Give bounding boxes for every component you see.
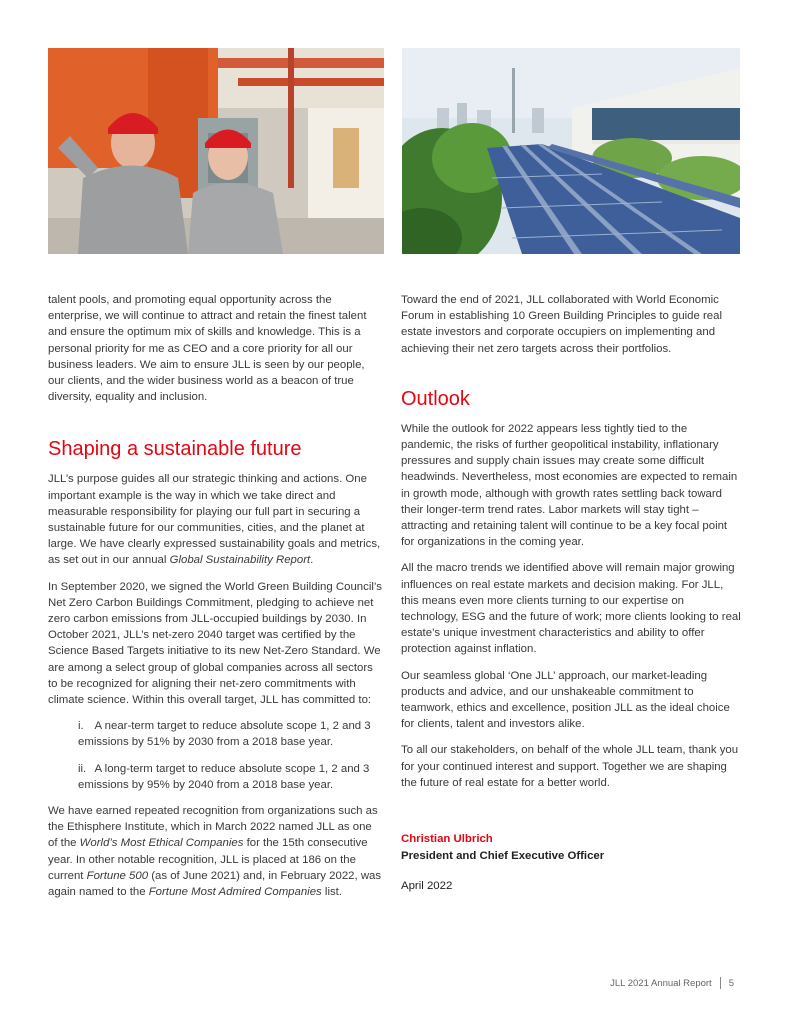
sustainability-paragraph-2: In September 2020, we signed the World Green Building Council’s Net Zero Carbon Buildings Commitment, pledging to achieve net zero carbon emissions from JLL-occupied buildings by 2030. In October 2021, JLL’s net-zero 2040 target was certified by the Science Based Targets initiative to its new Net-Zero Standard. We are among a select group of global companies across all sectors to be recognized for aligning their net-zero commitments with climate science. Within this overall target, JLL has committed to: (48, 580, 382, 707)
page-footer (610, 977, 734, 989)
photo-workers-hardhats (48, 48, 384, 254)
signature-name: Christian Ulbrich (401, 833, 493, 846)
footer-divider (720, 977, 721, 989)
photo-solar-panels-building (402, 48, 740, 254)
right-column (401, 292, 741, 895)
signature-date: April 2022 (401, 880, 453, 893)
left-column (48, 292, 384, 910)
outlook-paragraph-1: While the outlook for 2022 appears less tightly tied to the pandemic, the risks of further geopolitical instability, inflationary pressures and supply chain issues may create some difficult headwinds. Nevertheless, most economies are expected to remain in growth mode, although with growth rates settling back toward their longer-term trend rates. Labor markets will stay tight – attracting and retaining talent will continue to be a key focal point for organizations in the coming year. (401, 422, 738, 549)
commitment-item-1: i. A near-term target to reduce absolute scope 1, 2 and 3 emissions by 51% by 2030 from a 2018 base year. (78, 720, 371, 749)
commitment-item-2: ii. A long-term target to reduce absolute scope 1, 2 and 3 emissions by 95% by 2040 from a 2018 base year. (78, 762, 370, 791)
outlook-paragraph-2: All the macro trends we identified above will remain major growing influences on real estate markets and decision making. For JLL, this means even more clients turning to our expertise on technology, ESG and the future of work; more clients looking to real estate’s unique investment characteristics and ability to offer protection against inflation. (401, 562, 741, 656)
footer-report-title: JLL 2021 Annual Report (610, 977, 712, 989)
signature-title: President and Chief Executive Officer (401, 850, 605, 863)
sustainability-paragraph-1: JLL’s purpose guides all our strategic thinking and actions. One important example is the way in which we take direct and measurable responsibility for playing our full part in securing a sustainable future for our communities, cities, and the planet at large. We have clearly expressed sustainability goals and metrics, as set out in our annual Global Sustainability Report. (48, 473, 381, 567)
heading-outlook: Outlook (401, 387, 470, 410)
left-intro-paragraph: talent pools, and promoting equal opportunity across the enterprise, we will continue to attract and retain the finest talent and ensure the optimum mix of skills and knowledge. This is a personal priority for me as CEO and a core priority for all our business leaders. We aim to ensure JLL is seen by our people, our clients, and the wider business world as a beacon of true diversity, equality and inclusion. (48, 294, 367, 404)
heading-shaping-sustainable-future: Shaping a sustainable future (48, 438, 302, 461)
right-intro-paragraph: Toward the end of 2021, JLL collaborated with World Economic Forum in establishing 10 Green Building Principles to guide real estate investors and corporate occupiers on implementing and achieving their net zero targets across their portfolios. (401, 294, 723, 355)
outlook-paragraph-3: Our seamless global ‘One JLL’ approach, our market-leading products and advice, and our unshakeable commitment to teamwork, ethics and excellence, position JLL as the ideal choice for clients, talent and investors alike. (401, 669, 730, 731)
recognition-paragraph: We have earned repeated recognition from organizations such as the Ethisphere Institute, which in March 2022 named JLL as one of the World’s Most Ethical Companies for the 15th consecutive year. In other notable recognition, JLL is placed at 186 on the current Fortune 500 (as of June 2021) and, in February 2022, was again named to the Fortune Most Admired Companies list. (48, 805, 382, 899)
page-number: 5 (728, 977, 734, 989)
outlook-paragraph-4: To all our stakeholders, on behalf of the whole JLL team, thank you for your continued interest and support. Together we are shaping the future of real estate for a better world. (401, 744, 739, 789)
